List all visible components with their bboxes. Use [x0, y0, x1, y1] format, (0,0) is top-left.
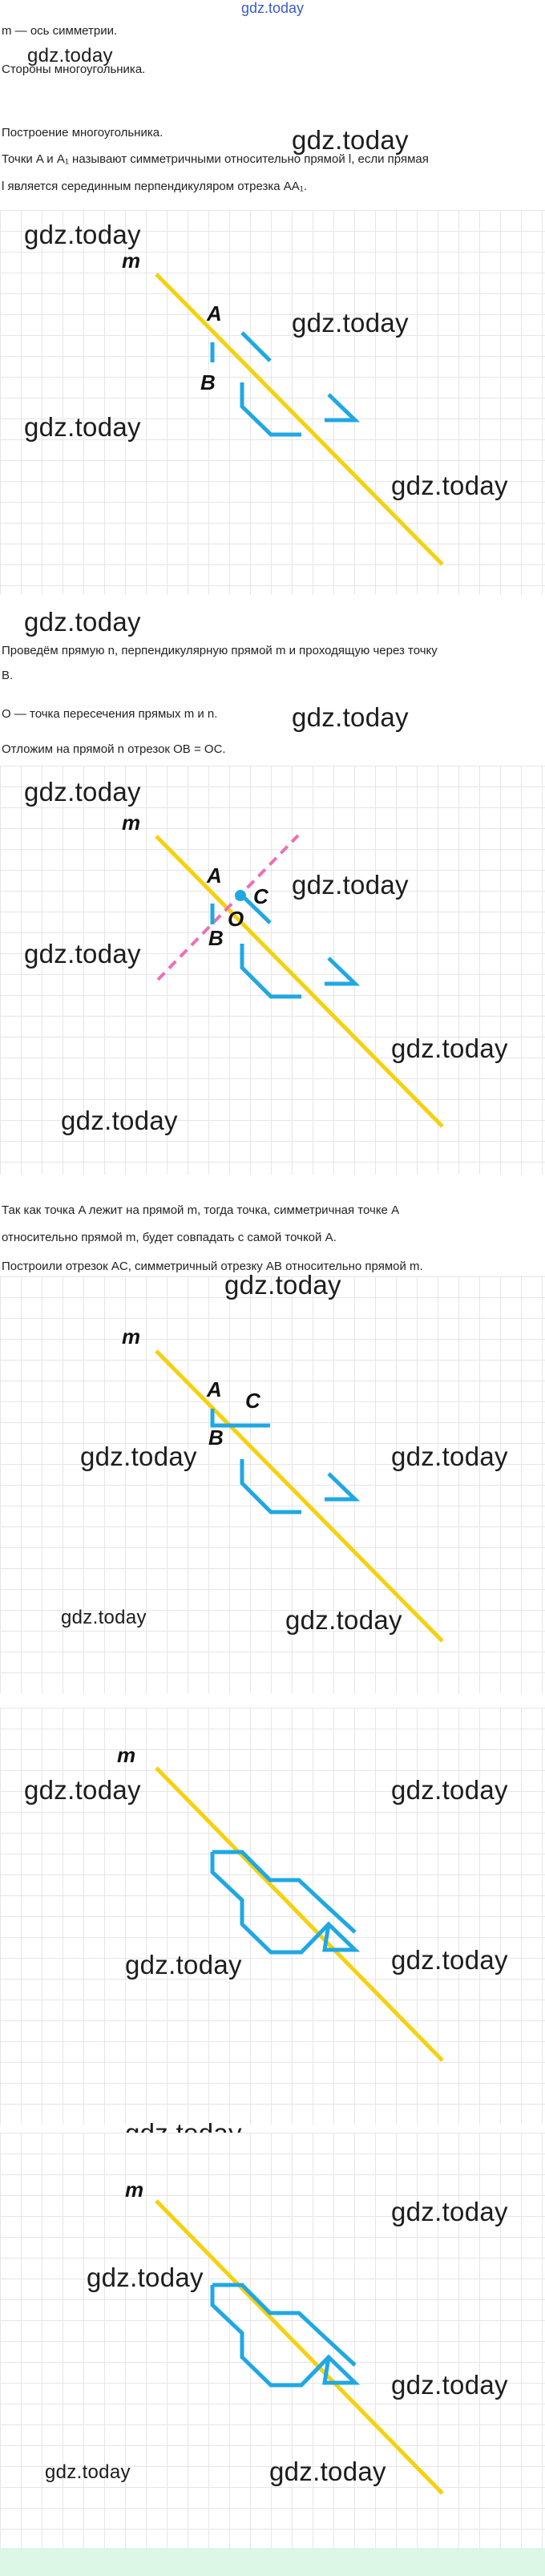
label-o: O	[228, 907, 244, 931]
watermark: gdz.today	[125, 1950, 242, 1980]
text-symmetric-points-definition: Точки A и A₁ называют симметричными относительно прямой l, если прямая	[2, 152, 429, 166]
watermark: gdz.today	[391, 1775, 508, 1805]
watermark: gdz.today	[391, 1442, 508, 1471]
text-segment-ac-built: Построили отрезок AC, симметричный отрезку AB относительно прямой m.	[2, 1260, 423, 1273]
figure-3-canvas	[0, 1276, 545, 1693]
footer-band	[0, 2548, 545, 2576]
watermark: gdz.today	[285, 1605, 402, 1635]
watermark: gdz.today	[292, 125, 409, 155]
label-c: C	[245, 1389, 260, 1413]
text-point-a-on-axis: Так как точка A лежит на прямой m, тогда точка, симметричная точке A	[2, 1203, 400, 1217]
watermark: gdz.today	[27, 45, 113, 67]
figure-2	[0, 766, 545, 1175]
text-symmetric-points-definition-cont: l является серединным перпендикуляром отрезка AA₁.	[2, 180, 307, 193]
watermark: gdz.today	[45, 2461, 131, 2483]
text-polygon-construction: Построение многоугольника.	[2, 126, 164, 140]
watermark: gdz.today	[391, 1945, 508, 1975]
label-m: m	[122, 249, 141, 273]
watermark: gdz.today	[24, 607, 141, 637]
text-draw-perpendicular: Проведём прямую n, перпендикулярную прямой m и проходящую через точку	[2, 644, 438, 657]
watermark: gdz.today	[24, 412, 141, 442]
watermark: gdz.today	[224, 1270, 341, 1300]
axis-m-line	[156, 2201, 442, 2493]
figure-4-canvas	[0, 1708, 545, 2125]
label-a: A	[207, 301, 222, 326]
watermark: gdz.today	[391, 1033, 508, 1063]
watermark: gdz.today	[24, 777, 141, 807]
polygon-side	[325, 958, 355, 984]
label-m: m	[125, 2178, 144, 2202]
watermark: gdz.today	[61, 1106, 178, 1135]
figure-1	[0, 210, 545, 637]
watermark: gdz.today	[24, 220, 141, 249]
watermark: gdz.today	[391, 2197, 508, 2226]
figure-4	[0, 1708, 545, 2125]
label-a: A	[207, 1377, 222, 1401]
text-polygon-sides: Стороны многоугольника.	[2, 63, 146, 76]
watermark: gdz.today	[391, 2370, 508, 2400]
figure-5	[0, 2133, 545, 2548]
label-m: m	[122, 811, 141, 835]
figure-3	[0, 1270, 545, 1693]
watermark: gdz.today	[80, 1442, 197, 1471]
watermark: gdz.today	[292, 702, 409, 732]
text-intersection-point: O — точка пересечения прямых m и n.	[2, 707, 218, 721]
polygon-left-half	[212, 1852, 355, 1952]
watermark: gdz.today	[292, 870, 409, 900]
polygon-side	[325, 394, 355, 420]
polygon-left-half	[212, 2285, 355, 2385]
watermark: gdz.today	[292, 308, 409, 338]
watermark: gdz.today	[391, 471, 508, 500]
label-m: m	[122, 1324, 141, 1349]
watermark: gdz.today	[24, 1775, 141, 1805]
label-a: A	[207, 863, 222, 888]
label-m: m	[117, 1743, 136, 1767]
text-set-off-segment: Отложим на прямой n отрезок OB = OC.	[2, 742, 226, 756]
watermark: gdz.today	[269, 2457, 386, 2486]
text-point-a-on-axis-cont: относительно прямой m, будет совпадать с самой точкой A.	[2, 1231, 337, 1244]
label-b: B	[208, 926, 224, 950]
watermark: gdz.today	[61, 1607, 147, 1628]
label-c: C	[253, 884, 268, 908]
point-c-dot	[235, 890, 246, 901]
axis-m-line	[156, 1768, 442, 2060]
label-b: B	[200, 370, 216, 394]
text-axis-of-symmetry: m — ось симметрии.	[2, 24, 118, 38]
label-b: B	[208, 1425, 224, 1450]
text-draw-perpendicular-cont: B.	[2, 669, 14, 682]
polygon-side	[325, 1474, 355, 1499]
watermark: gdz.today	[87, 2263, 204, 2292]
axis-m-line	[156, 1351, 442, 1641]
watermark: gdz.today	[24, 939, 141, 969]
figure-1-canvas	[0, 210, 545, 595]
site-header: gdz.today	[240, 0, 305, 16]
